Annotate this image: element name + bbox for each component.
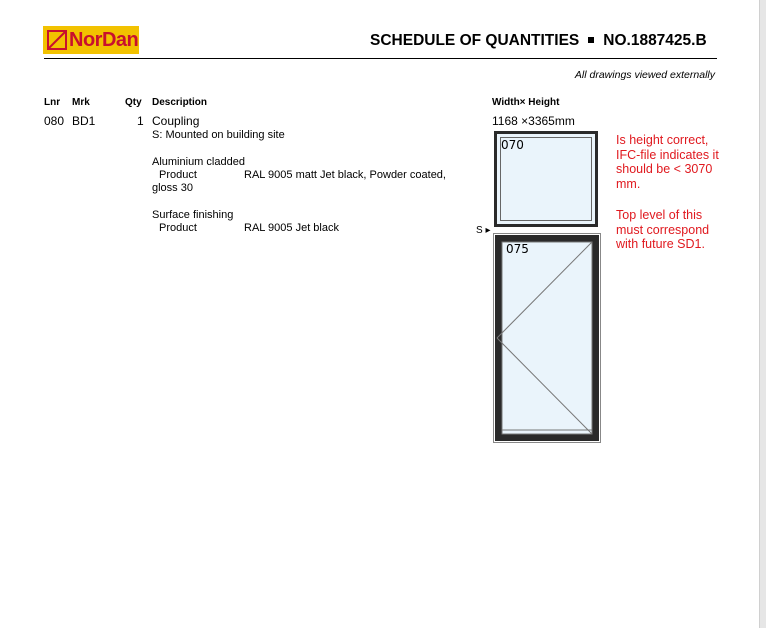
item-qty: 1 [137,114,144,128]
comment-line: Is height correct, [616,133,709,147]
cladding-product-value-cont: gloss 30 [152,182,193,194]
item-size: 1168 ×3365mm [492,114,575,128]
col-qty-header: Qty [125,97,142,108]
finish-product-value: RAL 9005 Jet black [244,222,339,234]
brand-name: NorDan [69,28,139,51]
nordan-logo-icon [47,29,67,51]
col-description-header: Description [152,97,208,108]
door-glass [502,242,592,434]
comment-top-level [616,208,709,252]
comment-line: mm. [616,176,641,191]
document-title [370,32,707,50]
drawings-note: All drawings viewed externally [574,69,715,81]
nordan-logo [43,26,139,54]
comment-line: must correspond [616,222,710,237]
col-lnr-header: Lnr [44,97,61,108]
title-separator [588,37,594,43]
door-label: 075 [506,242,529,256]
item-lnr: 080 [44,114,65,128]
item-mrk: BD1 [72,114,96,128]
comment-line: Top level of this [616,208,703,222]
comment-line: should be < 3070 [616,162,713,176]
header-rule [44,58,717,59]
col-size-header: Width× Height [492,97,560,108]
col-mrk-header: Mrk [72,97,90,108]
cladding-product-value: RAL 9005 matt Jet black, Powder coated, [244,169,446,181]
comment-line: with future SD1. [616,237,705,251]
page-edge [759,0,766,628]
cladding-heading: Aluminium cladded [152,156,245,168]
door-drawing [493,233,601,443]
fixed-panel-drawing [494,131,598,227]
comment-line: IFC-file indicates it [616,147,719,162]
item-mount: S: Mounted on building site [152,129,285,141]
document-number: NO.1887425.B [603,32,707,49]
finish-heading: Surface finishing [152,209,234,221]
fixed-panel-label: 070 [501,138,524,152]
comment-height [616,133,719,191]
side-marker: S ▸ [476,225,491,236]
finish-product-label: Product [159,222,197,234]
title-text: SCHEDULE OF QUANTITIES [370,32,580,49]
cladding-product-label: Product [159,169,197,181]
item-name: Coupling [152,114,200,128]
